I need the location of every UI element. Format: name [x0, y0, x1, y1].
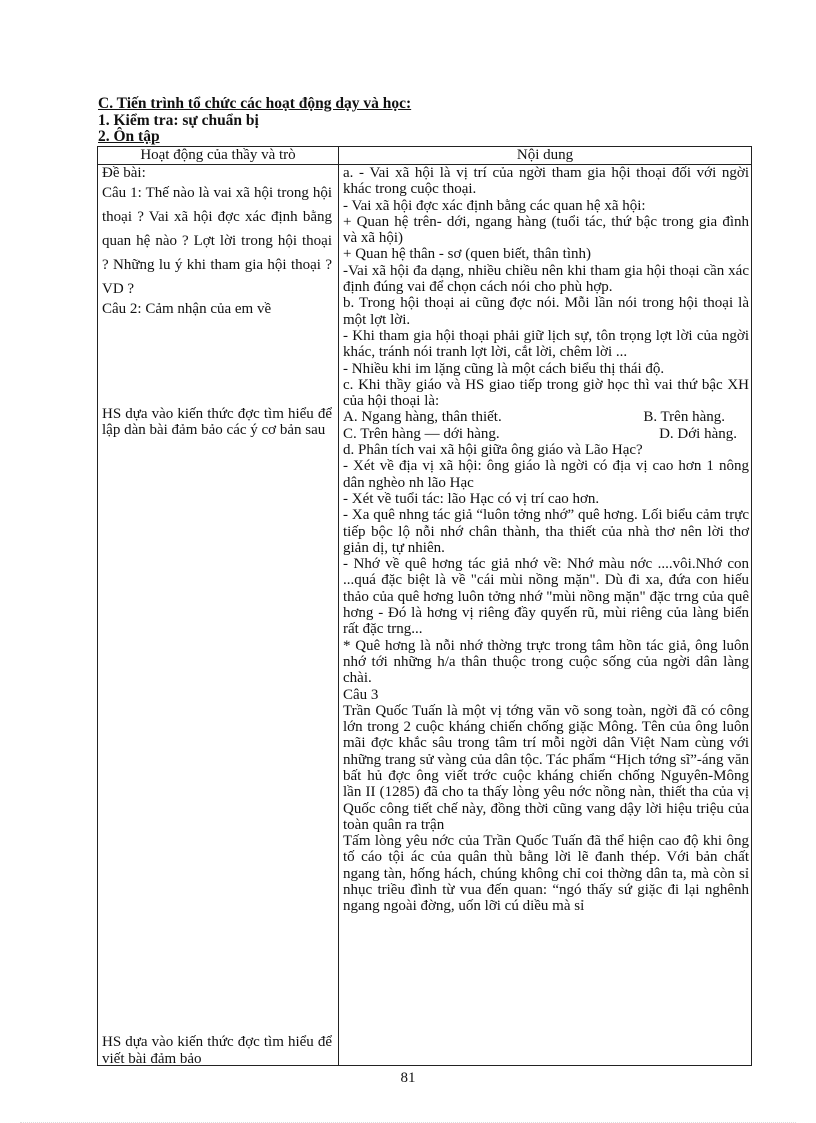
content-paragraph: c. Khi thầy giáo và HS giao tiếp trong giờ học thì vai thứ bậc XH của hội thoại là: [343, 376, 749, 410]
right-column-content [343, 165, 749, 915]
lesson-table [97, 146, 752, 1066]
question-3-label: Câu 3 [343, 686, 379, 703]
content-paragraph: a. - Vai xã hội là vị trí của ngời tham gia hội thoại đối với ngời khác trong cuộc thoại. [343, 165, 749, 198]
content-paragraph: -Vai xã hội đa dạng, nhiều chiều nên khi tham gia hội thoại cần xác định đúng vai để chọn cách nói cho phù hợp. [343, 262, 749, 296]
section-heading-2: 2. Ôn tập [98, 128, 160, 145]
content-paragraph: - Xa quê nhng tác giả “luôn tởng nhớ” quê hơng. Lối biểu cảm trực tiếp bộc lộ nỗi nhớ chân thành, tha thiết của nhà thơ nên lời thơ giản dị, tự nhiên. [343, 507, 749, 556]
header-content: Nội dung [516, 147, 574, 163]
student-instruction-2: HS dựa vào kiến thức đợc tìm hiểu để viết bài đảm bảo [102, 1034, 332, 1067]
question-2: Câu 2: Cảm nhận của em về [102, 301, 272, 317]
question-1: Câu 1: Thế nào là vai xã hội trong hội thoại ? Vai xã hội đợc xác định bằng quan hệ nào ? Lợt lời trong hội thoại ? Những lu ý khi tham gia hội thoại ? VD ? [102, 185, 332, 297]
left-column-top [102, 165, 332, 317]
content-paragraph: - Khi tham gia hội thoại phải giữ lịch sự, tôn trọng lợt lời của ngời khác, tránh nói tranh lợt lời, cắt lời, chêm lời ... [343, 327, 749, 361]
content-paragraph: Tấm lòng yêu nớc của Trần Quốc Tuấn đã thể hiện cao độ khi ông tố cáo tội ác của quân thù bằng lời lẽ đanh thép. Với bản chất ngang tàn, hống hách, chúng không chỉ coi thờng dân ta, mà còn sỉ nhục triều đình từ vua đến quan: “ngó thấy sứ giặc đi lại nghênh ngang ngoài đờng, uốn lỡi cú diều mà sỉ [343, 833, 749, 915]
content-paragraph: - Xét về tuổi tác: lão Hạc có vị trí cao hơn. [343, 490, 600, 507]
answer-d: D. Dới hàng. [659, 425, 737, 442]
page-number: 81 [400, 1070, 416, 1086]
left-column-middle [102, 406, 332, 438]
left-column-bottom [102, 1034, 332, 1068]
header-teacher-student-activity: Hoạt động của thầy và trò [140, 147, 296, 163]
column-divider [338, 147, 339, 1065]
content-paragraph: + Quan hệ trên- dới, ngang hàng (tuổi tác, thứ bậc trong gia đình và xã hội) [343, 213, 749, 247]
section-heading-c: C. Tiến trình tổ chức các hoạt động dạy và học: [98, 95, 412, 112]
content-paragraph: * Quê hơng là nỗi nhớ thờng trực trong tâm hồn tác giả, ông luôn nhớ tới những h/a thân thuộc trong cuộc sống của ngời dân làng chài. [343, 637, 749, 687]
answer-row-1 [343, 409, 749, 425]
answer-a: A. Ngang hàng, thân thiết. [343, 409, 502, 426]
section-heading-1: 1. Kiểm tra: sự chuẩn bị [98, 112, 259, 129]
content-paragraph: + Quan hệ thân - sơ (quen biết, thân tình) [343, 246, 591, 263]
content-paragraph: - Vai xã hội đợc xác định bằng các quan hệ xã hội: [343, 197, 646, 214]
answer-row-2 [343, 426, 749, 442]
content-paragraph: b. Trong hội thoại ai cũng đợc nói. Mỗi lần nói trong hội thoại là một lợt lời. [343, 295, 749, 328]
content-paragraph: - Nhớ về quê hơng tác giả nhớ về: Nhớ màu nớc ....vôi.Nhớ con ...quá đặc biệt là về "cái mùi nồng mặn". Dù đi xa, đứa con hiếu thảo của quê hơng luôn tởng nhớ "mùi nồng mặn" đặc trng của quê hơng - Đó là hơng vị riêng đầy quyến rũ, mùi riêng của làng biển rất đặc trng... [343, 556, 749, 638]
student-instruction-1: HS dựa vào kiến thức đợc tìm hiểu để lập dàn bài đảm bảo các ý cơ bản sau [102, 406, 332, 438]
content-paragraph: - Nhiều khi im lặng cũng là một cách biểu thị thái độ. [343, 360, 665, 377]
content-paragraph: - Xét về địa vị xã hội: ông giáo là ngời có địa vị cao hơn 1 nông dân nghèo nh lão Hạc [343, 458, 749, 491]
content-paragraph: Trần Quốc Tuấn là một vị tớng văn võ song toàn, ngời đã có công lớn trong 2 cuộc kháng chiến chống giặc Mông. Tên của ông luôn mãi đợc khắc sâu trong tâm trí mỗi ngời dân Việt Nam cùng với những trang sử vàng của dân tộc. Tác phẩm “Hịch tớng sĩ”-áng văn bất hủ đợc ông viết trớc cuộc kháng chiến chống Nguyên-Mông lần II (1285) đã cho ta thấy lòng yêu nớc nồng nàn, thiết tha của vị Quốc công tiết chế này, đồng thời cũng vang dậy lời hiệu triệu của toàn quân ra trận [343, 702, 749, 833]
answer-c: C. Trên hàng — dới hàng. [343, 425, 500, 442]
content-paragraph: d. Phân tích vai xã hội giữa ông giáo và Lão Hạc? [343, 442, 643, 459]
exercise-label: Đề bài: [102, 165, 146, 181]
answer-b: B. Trên hàng. [643, 409, 725, 426]
